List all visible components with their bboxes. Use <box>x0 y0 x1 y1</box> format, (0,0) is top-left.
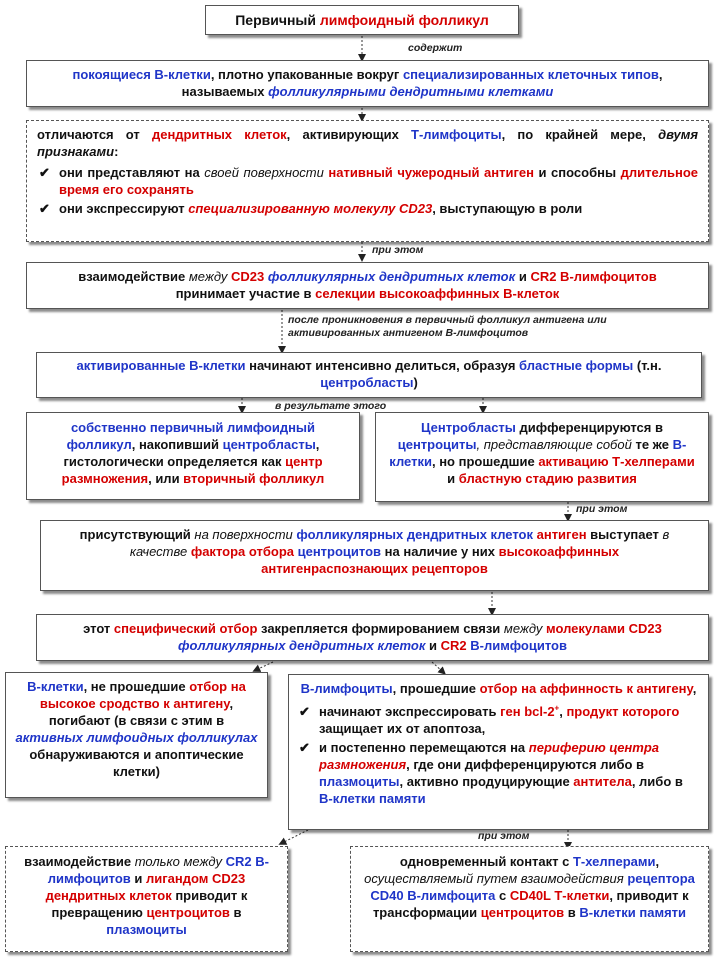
box-cd23-cr2-interaction: взаимодействие между CD23 фолликулярных дендритных клеток и CR2 В-лимфоцитов принимает участие в селекции высокоаффинных В-клеток <box>26 262 709 309</box>
box-selected-b-lymphocytes: В-лимфоциты, прошедшие отбор на аффинность к антигену, ✔ начинают экспрессировать ген bcl-2+, продукт которого защищает их от апоптоза, ✔ и постепенно перемещаются на периферию центра размножения, где они дифференцируются либо в плазмоциты, активно продуцирующие антитела, либо в В-клетки памяти <box>288 674 709 830</box>
box-plasmocyte-transformation: взаимодействие только между CR2 В-лимфоцитов и лигандом CD23 дендритных клеток приводит к превращению центроцитов в плазмоциты <box>5 846 288 952</box>
arrow-b11-b12 <box>282 830 308 843</box>
box-centroblasts: Центробласты дифференцируются в центроциты, представляющие собой те же В-клетки, но прошедшие активацию Т-хелперами и бластную стадию развития <box>375 412 709 502</box>
box-resting-b-cells: покоящиеся В-клетки, плотно упакованные вокруг специализированных клеточных типов, называемых фолликулярными дендритными клетками <box>26 60 709 107</box>
feature-item-1: ✔ они представляют на своей поверхности нативный чужеродный антиген и способны длительное время его сохранять <box>39 165 698 197</box>
fate-item-1: ✔ начинают экспрессировать ген bcl-2+, продукт которого защищает их от апоптоза, <box>299 703 680 736</box>
box-selection-factor: присутствующий на поверхности фолликулярных дендритных клеток антиген выступает в качестве фактора отбора центроцитов на наличие у них высокоаффинных антигенраспознающих рецепторов <box>40 520 709 591</box>
label-as-result: в результате этого <box>275 400 387 412</box>
label-at-this-2: при этом <box>576 503 628 515</box>
fate-item-2: ✔ и постепенно перемещаются на периферию центра размножения, где они дифференцируются либо в плазмоциты, активно продуцирующие антитела, либо в В-клетки памяти <box>299 740 683 806</box>
box-secondary-follicle: собственно первичный лимфоидный фолликул, накопивший центробласты, гистологически определяется как центр размножения, или вторичный фолликул <box>26 412 360 500</box>
label-contains: содержит <box>408 42 463 54</box>
label-at-this: при этом <box>372 244 424 256</box>
box-activated-b-cells: активированные В-клетки начинают интенсивно делиться, образуя бластные формы (т.н. центробласты) <box>36 352 702 398</box>
box-apoptosis: В-клетки, не прошедшие отбор на высокое сродство к антигену, погибают (в связи с этим в активных лимфоидных фолликулах обнаруживаются и апоптические клетки) <box>5 672 268 798</box>
box-primary-follicle: Первичный лимфоидный фолликул <box>205 5 519 35</box>
box-specific-selection: этот специфический отбор закрепляется формированием связи между молекулами CD23 фолликулярных дендритных клеток и CR2 В-лимфоцитов <box>36 614 709 661</box>
check-icon: ✔ <box>39 165 50 180</box>
label-at-this-3: при этом <box>478 830 530 842</box>
arrow-b9-b11 <box>432 662 443 672</box>
label-after-penetration: после проникновения в первичный фолликул антигена или активированных антигеном В-лимфоцитов <box>288 314 607 339</box>
arrow-b9-b10 <box>256 662 273 670</box>
feature-item-2: ✔ они экспрессируют специализированную молекулу CD23, выступающую в роли <box>39 201 583 216</box>
box-memory-cell-transformation: одновременный контакт с Т-хелперами, осуществляемый путем взаимодействия рецептора CD40 В-лимфоцита с CD40L Т-клетки, приводит к трансформации центроцитов в В-клетки памяти <box>350 846 709 952</box>
check-icon: ✔ <box>299 704 310 719</box>
check-icon: ✔ <box>39 201 50 216</box>
check-icon: ✔ <box>299 740 310 755</box>
box-two-features: отличаются от дендритных клеток, активирующих Т-лимфоциты, по крайней мере, двумя признаками: ✔ они представляют на своей поверхности нативный чужеродный антиген и способны длительное время его сохранять ✔ они экспрессируют специализированную молекулу CD23, выступающую в роли <box>26 120 709 242</box>
